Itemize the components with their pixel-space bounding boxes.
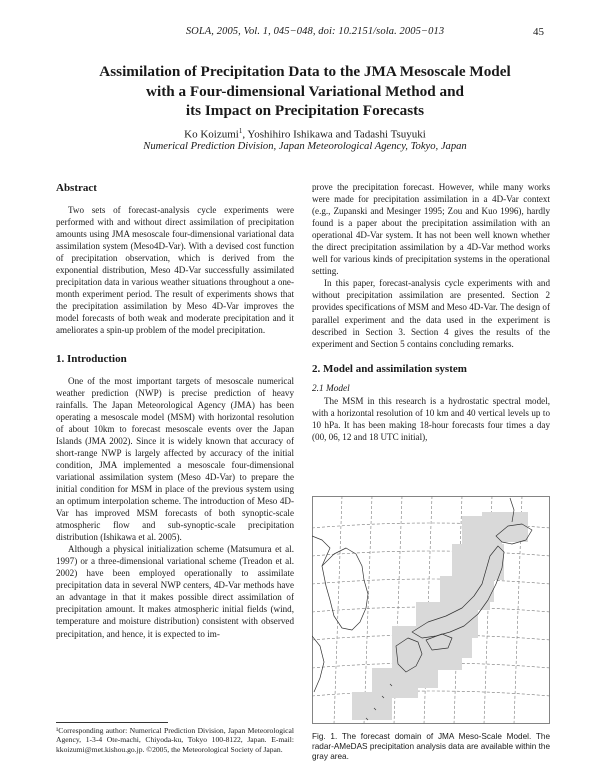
- figure-1: [312, 496, 550, 724]
- parallel-line: [312, 579, 550, 584]
- header-citation: SOLA, 2005, Vol. 1, 045−048, doi: 10.2151/sola. 2005−013: [185, 26, 445, 37]
- section-2-heading: 2. Model and assimilation system: [312, 362, 467, 375]
- korea-peninsula-coast: [322, 548, 368, 630]
- radar-coverage-area: [352, 512, 528, 720]
- corresponding-author-footnote: ¹Corresponding author: Numerical Prediction Division, Japan Meteorological Agency, 1-3-4 Ote-machi, Chiyoda-ku, Tokyo 100-8122, Japan. E-mail: kkoizumi@met.kishou.go.jp. ©2005, the Meteorological Society of Japan.: [56, 726, 294, 754]
- footnote-rule: [56, 722, 168, 723]
- page-number: 45: [533, 26, 544, 38]
- introduction-heading: 1. Introduction: [56, 352, 127, 365]
- author-footnote-mark: 1: [238, 127, 243, 135]
- intro-paragraph-1: One of the most important targets of mesoscale numerical weather prediction (NWP) is precise prediction of heavy rainfalls. The Japan Meteorological Agency (JMA) has been operating a mesoscale model (MSM) with horizontal resolution of about 10km to forecast mesoscale events over the Japan Islands (JMA 2002). Since it is widely known that accuracy of short-range NWP is largely affected by accuracy of the initial condition, JMA implemented a mesoscale four-dimensional variational assimilation system (Meso 4D-Var) to prepare the initial condition for MSM in place of the previous system using an optimum interpolation scheme. The introduction of Meso 4D-Var has improved MSM forecasts of both synoptic-scale atmospheric flow and sub-synoptic-scale precipitation distribution (Ishikawa et al. 2005).: [56, 375, 294, 543]
- title-line: with a Four-dimensional Variational Method and: [146, 82, 464, 100]
- intro-paragraph-2-continued: prove the precipitation forecast. However, while many works were made for precipitation assimilation in a 4D-Var context (e.g., Zupanski and Mesinger 1995; Zou and Kuo 1996), hardly found is a paper about the precipitation assimilation with an operational 4D-Var system. It has not been well known whether the direct precipitation assimilation by a 4D-Var method works well for various kinds of precipitation systems in the operational setting.: [312, 182, 550, 277]
- left-column: [56, 181, 294, 640]
- figure-1-caption: Fig. 1. The forecast domain of JMA Meso-Scale Model. The radar-AMeDAS precipitation analysis data are available within the gray area.: [312, 732, 550, 761]
- coverage-block: [470, 578, 494, 602]
- coverage-block: [452, 544, 504, 580]
- other-authors: , Yoshihiro Ishikawa and Tadashi Tsuyuki: [242, 128, 426, 141]
- coverage-block: [482, 512, 528, 542]
- model-paragraph: The MSM in this research is a hydrostatic spectral model, with a horizontal resolution of 10 km and 40 vertical levels up to 10 hPa. It has been making 18-hour forecasts four times a day (00, 06, 12 and 18 UTC initial),: [312, 395, 550, 442]
- first-author: Ko Koizumi: [184, 128, 239, 141]
- coverage-block: [352, 692, 392, 720]
- parallel-line: [312, 691, 550, 696]
- title-line: its Impact on Precipitation Forecasts: [185, 102, 425, 119]
- abstract-heading: Abstract: [56, 182, 97, 194]
- title-line: Assimilation of Precipitation Data to the JMA Mesoscale Model: [99, 63, 511, 80]
- forecast-domain-map: [312, 496, 550, 724]
- intro-paragraph-3: In this paper, forecast-analysis cycle experiments with and without precipitation assimilation are presented. Section 2 provides specifications of MSM and Meso 4D-Var. The design of parallel experiment and the data used in the experiment is described in Section 3. Section 4 gives the results of the experiment and Section 5 contains concluding remarks.: [312, 278, 550, 349]
- coverage-block: [408, 666, 438, 688]
- abstract-text: Two sets of forecast-analysis cycle experiments were performed with and without direct assimilation of precipitation amounts using JMA mesoscale four-dimensional variational data assimilation system (Meso4D-Var). With a devised cost function of precipitation observation, which is derived from the exponential distribution, Meso 4D-Var successfully assimilated precipitation data in various weather situations throughout a one-month experiment period. The result of experiments shows that the precipitation assimilation by Meso 4D-Var improves the model forecasts of both weak and moderate precipitation and it ameliorates a spin-up problem of the model precipitation.: [56, 205, 294, 336]
- authors: [60, 127, 550, 141]
- intro-paragraph-2: Although a physical initialization scheme (Matsumura et al. 1997) or a three-dimensional variational scheme (Treadon et al. 2002) have been employed operationally to assimilate precipitation data in several NWP centers, 4D-Var methods have an advantage in that it makes possible direct assimilation of precipitation amount. It makes atmospheric initial fields (wind, temperature and moisture distribution) consistent with observed precipitation, and hence, it is expected to im-: [56, 544, 294, 639]
- subsection-2-1-heading: 2.1 Model: [312, 383, 350, 394]
- china-coast: [312, 536, 330, 692]
- coverage-block: [432, 634, 472, 658]
- paper-title: [60, 62, 550, 121]
- parallel-line: [312, 551, 550, 556]
- affiliation: Numerical Prediction Division, Japan Meteorological Agency, Tokyo, Japan: [143, 141, 467, 152]
- right-column: [312, 181, 550, 443]
